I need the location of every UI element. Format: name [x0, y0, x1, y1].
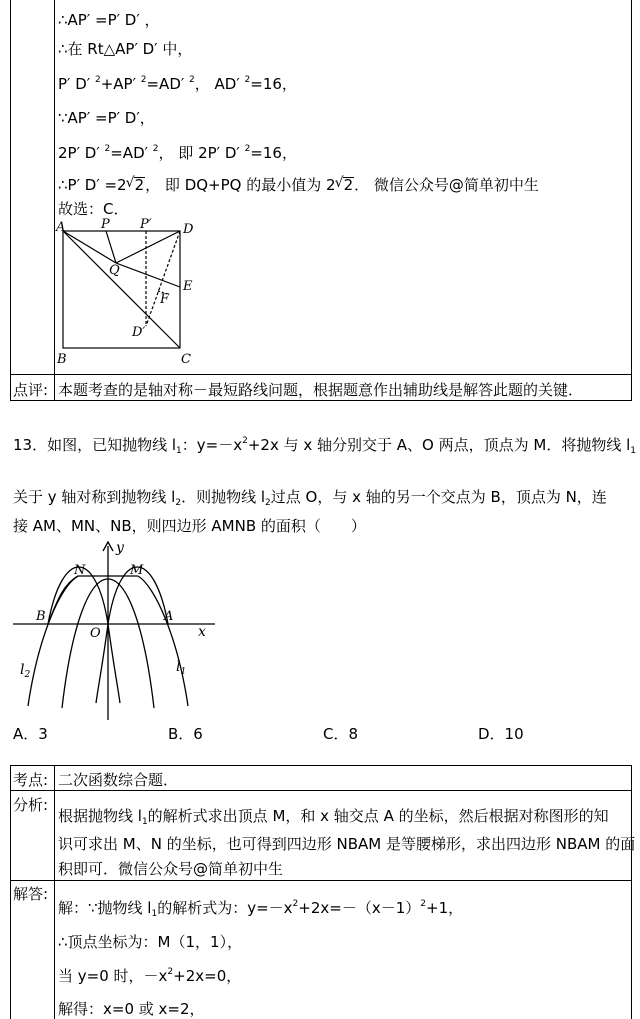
label-y: y	[116, 540, 124, 556]
solution-line-3: P′ D′ $^2$+AP′ $^2$=AD′ $^2$， AD′ $^2$=16，	[58, 75, 297, 93]
answer-table-divider	[54, 765, 55, 1019]
parabola-helper	[64, 581, 185, 709]
segment-qd	[116, 231, 180, 263]
kaodian-label: 考点:	[13, 771, 49, 789]
label-f: F	[160, 292, 170, 307]
label-l1: $l_1$	[176, 659, 187, 677]
label-d-prime: D′	[132, 325, 146, 340]
fenxi-line-3: 积即可．微信公众号@简单初中生	[58, 860, 284, 878]
label-q: Q	[109, 263, 120, 278]
table-border-left	[10, 0, 11, 400]
answer-row-sep-1	[10, 790, 632, 791]
table-border-bottom	[10, 400, 632, 401]
label-d: D	[183, 222, 194, 237]
label-n: N	[74, 563, 86, 578]
label-p-prime: P′	[140, 217, 152, 232]
square-geometry-figure	[54, 215, 214, 373]
jieda-label: 解答:	[13, 885, 49, 903]
label-b-point: B	[36, 609, 46, 624]
solution-line-1: ∴AP′ =P′ D′ ，	[58, 11, 160, 29]
parabola-l1	[96, 567, 168, 703]
solution-line-5: 2P′ D′ $^2$=AD′ $^2$， 即 2P′ D′ $^2$=16，	[58, 144, 297, 162]
question-13-line-1: 13．如图，已知抛物线 $l_1$：$y=-x^2+2x$ 与 x 轴分别交于 A、O 两点，顶点为 M．将抛物线 $l_1$	[13, 436, 636, 456]
sqrt-symbol: √ 2	[336, 176, 355, 194]
jieda-line-4: 解得：x=0 或 x=2，	[58, 1000, 205, 1018]
label-a: A	[56, 220, 66, 235]
parabola-l2-left	[28, 576, 78, 706]
jieda-line-1: 解：∵抛物线 $l_1$的解析式为：$y=-x^2+2x=-(x-1)^2+1$，	[58, 899, 464, 919]
sqrt-symbol: √ 2	[127, 176, 146, 194]
fenxi-label: 分析:	[13, 796, 49, 814]
option-d[interactable]: D．10	[478, 725, 524, 743]
solution-line-4: ∵AP′ =P′ D′，	[58, 109, 155, 127]
answer-table-top	[10, 765, 632, 766]
answer-table-right	[631, 765, 632, 1019]
solution-answer-line: 故选：C．	[58, 200, 129, 218]
label-o: O	[90, 626, 101, 641]
label-p: P	[101, 217, 110, 232]
comment-label: 点评:	[13, 381, 49, 399]
question-13-line-3: 接 AM、MN、NB，则四边形 AMNB 的面积（ ）	[13, 517, 366, 535]
table-border-right	[631, 0, 632, 400]
answer-table-left	[10, 765, 11, 1019]
solution-line-6: ∴P′ D′ =2√ 2， 即 DQ+PQ 的最小值为 2√ 2． 微信公众号@简单初中生	[58, 174, 539, 195]
label-x: x	[198, 624, 206, 640]
answer-row-sep-2	[10, 880, 632, 881]
option-b[interactable]: B．6	[168, 725, 203, 743]
solution-line-2: ∴在 Rt△AP′ D′ 中，	[58, 40, 193, 58]
jieda-line-3: 当 y=0 时，$-x^2+2x=0$，	[58, 967, 242, 985]
parabola-l2	[48, 567, 120, 703]
fenxi-line-1: 根据抛物线 $l_1$的解析式求出顶点 M，和 x 轴交点 A 的坐标，然后根据对称图形的知	[58, 807, 609, 827]
label-b: B	[57, 352, 67, 367]
segment-bn	[48, 576, 78, 624]
fenxi-line-2: 识可求出 M、N 的坐标，也可得到四边形 NBAM 是等腰梯形，求出四边形 NBAM 的面	[58, 835, 636, 853]
label-m: M	[130, 563, 144, 578]
table-row-separator	[10, 374, 632, 375]
diagonal-ac	[63, 231, 180, 348]
parabola-figure	[10, 538, 225, 723]
comment-text: 本题考查的是轴对称－最短路线问题，根据题意作出辅助线是解答此题的关键．	[58, 381, 584, 399]
option-c[interactable]: C．8	[323, 725, 359, 743]
option-a[interactable]: A．3	[13, 725, 48, 743]
label-a-point: A	[164, 609, 174, 624]
label-l2: $l_2$	[20, 662, 31, 680]
segment-qe	[116, 263, 180, 287]
label-c: C	[181, 352, 191, 367]
kaodian-text: 二次函数综合题．	[58, 771, 179, 789]
label-e: E	[183, 279, 193, 294]
question-13-line-2: 关于 y 轴对称到抛物线 $l_2$．则抛物线 $l_2$过点 O，与 x 轴的另一个交点为 B，顶点为 N，连	[13, 488, 607, 508]
jieda-line-2: ∴顶点坐标为：M（1，1），	[58, 933, 243, 951]
parabola-l1-right	[138, 576, 188, 706]
